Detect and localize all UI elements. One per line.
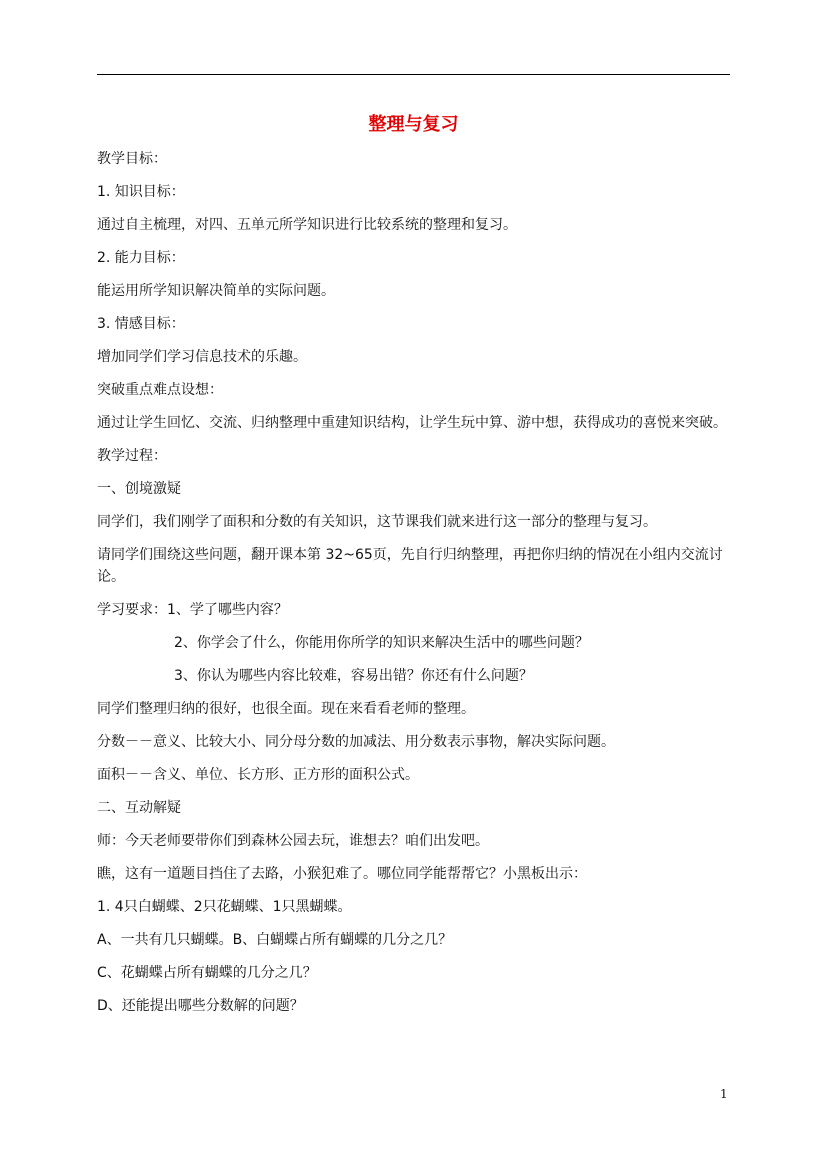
paragraph: 同学们整理归纳的很好，也很全面。现在来看看老师的整理。 xyxy=(97,701,475,717)
paragraph: 分数－－意义、比较大小、同分母分数的加减法、用分数表示事物，解决实际问题。 xyxy=(97,734,615,750)
paragraph: 通过自主梳理，对四、五单元所学知识进行比较系统的整理和复习。 xyxy=(97,217,517,233)
paragraph: D、还能提出哪些分数解的问题？ xyxy=(97,998,304,1014)
paragraph: 教学目标： xyxy=(97,151,167,167)
paragraph: 二、互动解疑 xyxy=(97,800,181,816)
header-rule xyxy=(97,74,730,75)
paragraph: 1. 知识目标： xyxy=(97,184,185,200)
paragraph: 一、创境激疑 xyxy=(97,481,181,497)
paragraph: A、一共有几只蝴蝶。B、白蝴蝶占所有蝴蝶的几分之几？ xyxy=(97,932,453,948)
paragraph: 1. 4只白蝴蝶、2只花蝴蝶、1只黑蝴蝶。 xyxy=(97,899,352,915)
paragraph: C、花蝴蝶占所有蝴蝶的几分之几？ xyxy=(97,965,317,981)
paragraph: 通过让学生回忆、交流、归纳整理中重建知识结构，让学生玩中算、游中想，获得成功的喜悦来突破。 xyxy=(97,415,727,431)
paragraph: 请同学们围绕这些问题，翻开课本第 32~65页，先自行归纳整理，再把你归纳的情况在小组内交流讨论。 xyxy=(97,547,723,585)
paragraph: 3、你认为哪些内容比较难，容易出错？你还有什么问题？ xyxy=(174,668,533,684)
paragraph: 增加同学们学习信息技术的乐趣。 xyxy=(97,349,307,365)
paragraph: 同学们，我们刚学了面积和分数的有关知识，这节课我们就来进行这一部分的整理与复习。 xyxy=(97,514,657,530)
paragraph: 教学过程： xyxy=(97,448,167,464)
paragraph: 瞧，这有一道题目挡住了去路，小猴犯难了。哪位同学能帮帮它？小黑板出示： xyxy=(97,866,587,882)
document-body xyxy=(97,148,730,1028)
paragraph: 2. 能力目标： xyxy=(97,250,185,266)
document-title: 整理与复习 xyxy=(368,114,459,135)
paragraph: 3. 情感目标： xyxy=(97,316,185,332)
paragraph: 面积－－含义、单位、长方形、正方形的面积公式。 xyxy=(97,767,419,783)
paragraph: 能运用所学知识解决简单的实际问题。 xyxy=(97,283,335,299)
page-number: 1 xyxy=(720,1087,728,1101)
paragraph: 学习要求：1、学了哪些内容？ xyxy=(97,602,288,618)
paragraph: 突破重点难点设想： xyxy=(97,382,223,398)
paragraph: 师：今天老师要带你们到森林公园去玩，谁想去？咱们出发吧。 xyxy=(97,833,489,849)
paragraph: 2、你学会了什么，你能用你所学的知识来解决生活中的哪些问题？ xyxy=(174,635,589,651)
